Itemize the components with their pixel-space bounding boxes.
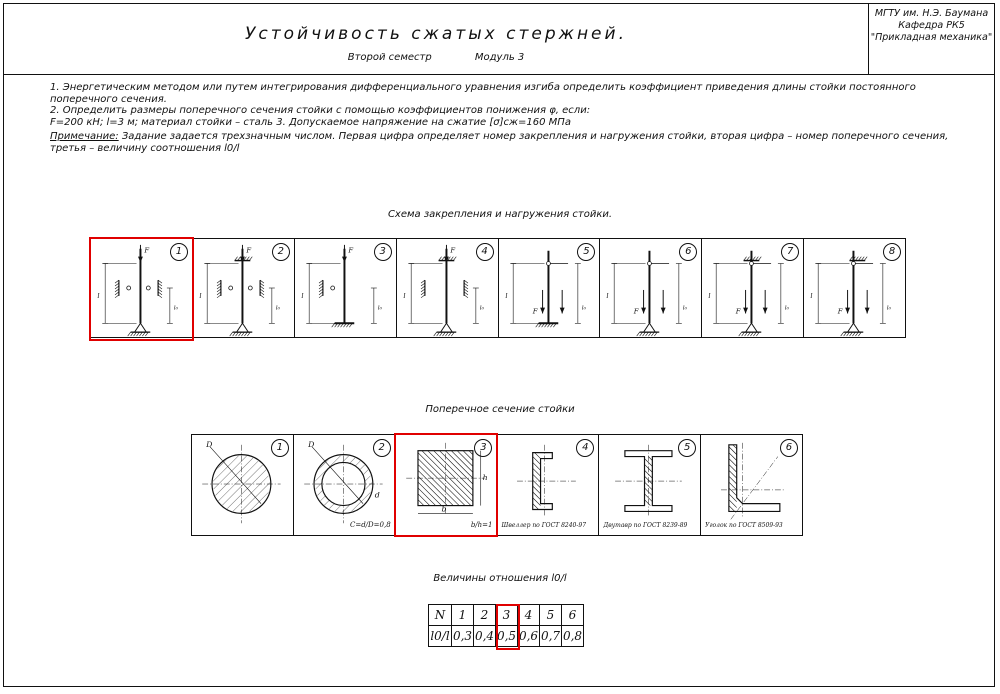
length-label: l	[606, 291, 609, 300]
ratio-value-cell: 0,6	[518, 626, 540, 647]
wall-hatch	[260, 292, 264, 295]
section-number-badge: 2	[373, 439, 391, 457]
ratio-value-cell: l0/l	[429, 626, 452, 647]
clamp-hatch	[249, 257, 252, 261]
width-label: b	[441, 504, 447, 514]
section-cell-4	[497, 435, 599, 535]
scheme-number-badge: 8	[883, 243, 901, 261]
scheme-number-badge: 7	[781, 243, 799, 261]
clamp-hatch	[453, 257, 456, 261]
height-label: h	[482, 473, 488, 483]
selected-section-highlight	[394, 433, 498, 537]
scheme-number-badge: 3	[374, 243, 392, 261]
scheme-cell-5	[499, 239, 601, 337]
task-2: 2. Определить размеры поперечного сечения стойки с помощью коэффициентов понижения φ, если:	[50, 105, 591, 116]
pin-support	[746, 323, 758, 332]
scheme-cell-8	[804, 239, 905, 337]
note-text: Задание задается трехзначным числом. Первая цифра определяет номер закрепления и нагружения стойки, вторая цифра – номер поперечного сечения, третья – величину соотношения l0/l	[50, 131, 949, 154]
ground-hatch	[535, 323, 538, 327]
partial-length-label: l₀	[377, 305, 382, 312]
section-hatch	[649, 457, 653, 461]
wall-hatch	[260, 289, 264, 292]
ground-hatch	[841, 332, 844, 336]
pin-support	[236, 323, 248, 332]
scheme-strip	[90, 238, 906, 338]
hinge	[648, 262, 652, 266]
task-text	[50, 82, 950, 154]
scheme-cell-4	[397, 239, 499, 337]
page-title: Устойчивость сжатых стержней.	[245, 24, 627, 44]
ratio-header-cell: 6	[562, 605, 584, 626]
wall-hatch	[260, 295, 264, 298]
wall-hatch	[464, 292, 468, 295]
scheme-cell-7	[702, 239, 804, 337]
ratio-header-cell: 3	[496, 605, 518, 626]
hinge	[330, 286, 334, 290]
section-cell-5	[599, 435, 701, 535]
ratio-header-cell: 5	[540, 605, 562, 626]
task-params: F=200 кН; l=3 м; материал стойки – сталь 3. Допускаемое напряжение на сжатие [σ]сж=160 МПа	[50, 116, 571, 128]
section-cell-2	[294, 435, 396, 535]
scheme-cell-2	[193, 239, 295, 337]
wall-hatch	[260, 283, 264, 286]
diameter-label: D	[206, 439, 213, 449]
org-department: Кафедра РК5	[898, 20, 965, 31]
ratio-value-cell: 0,5	[496, 626, 518, 647]
scheme-cell-6	[600, 239, 702, 337]
arrow-head	[642, 308, 647, 314]
wall-hatch	[319, 295, 323, 298]
wall-hatch	[217, 286, 221, 289]
hinge	[546, 262, 550, 266]
hinge	[229, 286, 233, 290]
clamp-hatch	[759, 257, 762, 261]
section-number-badge: 4	[576, 439, 594, 457]
hinge	[852, 262, 856, 266]
arrow-head	[865, 308, 870, 314]
section-hatch	[729, 506, 735, 512]
wall-hatch	[217, 283, 221, 286]
force-label: F	[532, 307, 538, 316]
partial-length-label: l₀	[275, 305, 280, 312]
arrow-head	[743, 308, 748, 314]
inner-diameter-label: d	[374, 490, 380, 500]
force-label: F	[246, 246, 252, 255]
length-label: l	[97, 291, 100, 300]
scheme-number-badge: 5	[577, 243, 595, 261]
scheme-number-badge: 1	[170, 243, 188, 261]
arrow-head	[342, 257, 347, 263]
wall-hatch	[421, 295, 425, 298]
pin-support	[644, 323, 656, 332]
ratio-header-cell: 1	[452, 605, 474, 626]
section-number-badge: 1	[271, 439, 289, 457]
length-label: l	[301, 291, 304, 300]
arrow-head	[540, 308, 545, 314]
ratio-header-cell: 4	[518, 605, 540, 626]
partial-length-label: l₀	[581, 305, 586, 312]
ratio-header-cell: N	[429, 605, 452, 626]
section-cell-6	[701, 435, 802, 535]
partial-length-label: l₀	[785, 305, 790, 312]
wall-hatch	[464, 283, 468, 286]
section-number-badge: 6	[780, 439, 798, 457]
partial-length-label: l₀	[886, 305, 892, 312]
force-label: F	[144, 246, 150, 255]
organization-block	[868, 4, 994, 74]
ground-hatch	[230, 332, 233, 336]
section-note: Двутавр по ГОСТ 8239-89	[603, 522, 688, 529]
pin-support	[848, 323, 860, 332]
scheme-number-badge: 6	[679, 243, 697, 261]
wall-hatch	[217, 289, 221, 292]
selected-ratio-highlight	[496, 604, 520, 650]
force-label: F	[348, 246, 353, 255]
section-number-badge: 3	[474, 439, 492, 457]
wall-hatch	[464, 280, 468, 283]
partial-length-label: l₀	[479, 305, 484, 312]
force-label: F	[837, 307, 843, 316]
ratio-value-cell: 0,3	[452, 626, 474, 647]
clamp-hatch	[864, 257, 867, 261]
section-note: Уголок по ГОСТ 8509-93	[705, 522, 783, 529]
force-label: F	[634, 307, 639, 316]
section-note: b/h=1	[470, 521, 493, 529]
schemes-caption: Схема закрепления и нагружения стойки.	[387, 209, 613, 220]
ratio-value-cell: 0,7	[540, 626, 562, 647]
wall-hatch	[217, 292, 221, 295]
org-university: МГТУ им. Н.Э. Баумана	[874, 8, 989, 19]
selected-scheme-highlight	[89, 237, 194, 341]
scheme-cell-3	[295, 239, 397, 337]
ratio-value-cell: 0,8	[562, 626, 584, 647]
wall-hatch	[217, 295, 221, 298]
section-number-badge: 5	[678, 439, 696, 457]
title-subline	[4, 52, 868, 63]
arrow-head	[763, 308, 768, 314]
wall-hatch	[464, 295, 468, 298]
arrow-head	[559, 308, 564, 314]
section-cell-1	[192, 435, 294, 535]
partial-length-label: l₀	[683, 305, 688, 312]
section-note: C=d/D=0,8	[349, 521, 391, 529]
title-block	[4, 4, 994, 75]
ratio-header-cell: 2	[474, 605, 496, 626]
wall-hatch	[217, 280, 221, 283]
ratio-caption: Величины отношения l0/l	[433, 573, 567, 584]
module-label: Модуль 3	[474, 52, 525, 63]
force-label: F	[736, 307, 741, 316]
ground-hatch	[433, 332, 436, 336]
hinge	[248, 286, 252, 290]
ratio-value-cell: 0,4	[474, 626, 496, 647]
ground-hatch	[331, 323, 334, 327]
ground-hatch	[739, 332, 742, 336]
arrow-head	[845, 308, 850, 314]
section-hatch	[645, 500, 651, 506]
note-label: Примечание:	[50, 131, 119, 142]
partial-length-label: l₀	[173, 305, 179, 312]
scheme-number-badge: 4	[476, 243, 494, 261]
sections-caption: Поперечное сечение стойки	[425, 404, 575, 415]
wall-hatch	[464, 289, 468, 292]
length-label: l	[504, 291, 508, 300]
org-discipline: "Прикладная механика"	[870, 32, 993, 43]
length-label: l	[199, 291, 202, 300]
scheme-number-badge: 2	[272, 243, 290, 261]
length-label: l	[810, 291, 813, 300]
length-label: l	[402, 291, 406, 300]
semester-label: Второй семестр	[347, 52, 432, 63]
diameter-label: D	[307, 439, 315, 449]
section-note: Швеллер по ГОСТ 8240-97	[501, 522, 587, 529]
length-label: l	[708, 291, 711, 300]
arrow-head	[661, 308, 666, 314]
task-1: 1. Энергетическим методом или путем интегрирования дифференциального уравнения изгиба определить коэффициент приведения длины стойки постоянного поперечного сечения.	[50, 82, 916, 105]
diagonal-axis	[731, 457, 778, 520]
pin-support	[440, 323, 452, 332]
section-hatch	[533, 504, 539, 510]
wall-hatch	[260, 280, 264, 283]
section-hatch	[535, 453, 541, 459]
ground-hatch	[637, 332, 640, 336]
hinge	[750, 262, 754, 266]
wall-hatch	[260, 286, 264, 289]
task-note	[50, 131, 950, 154]
wall-hatch	[464, 286, 468, 289]
force-label: F	[450, 246, 455, 255]
